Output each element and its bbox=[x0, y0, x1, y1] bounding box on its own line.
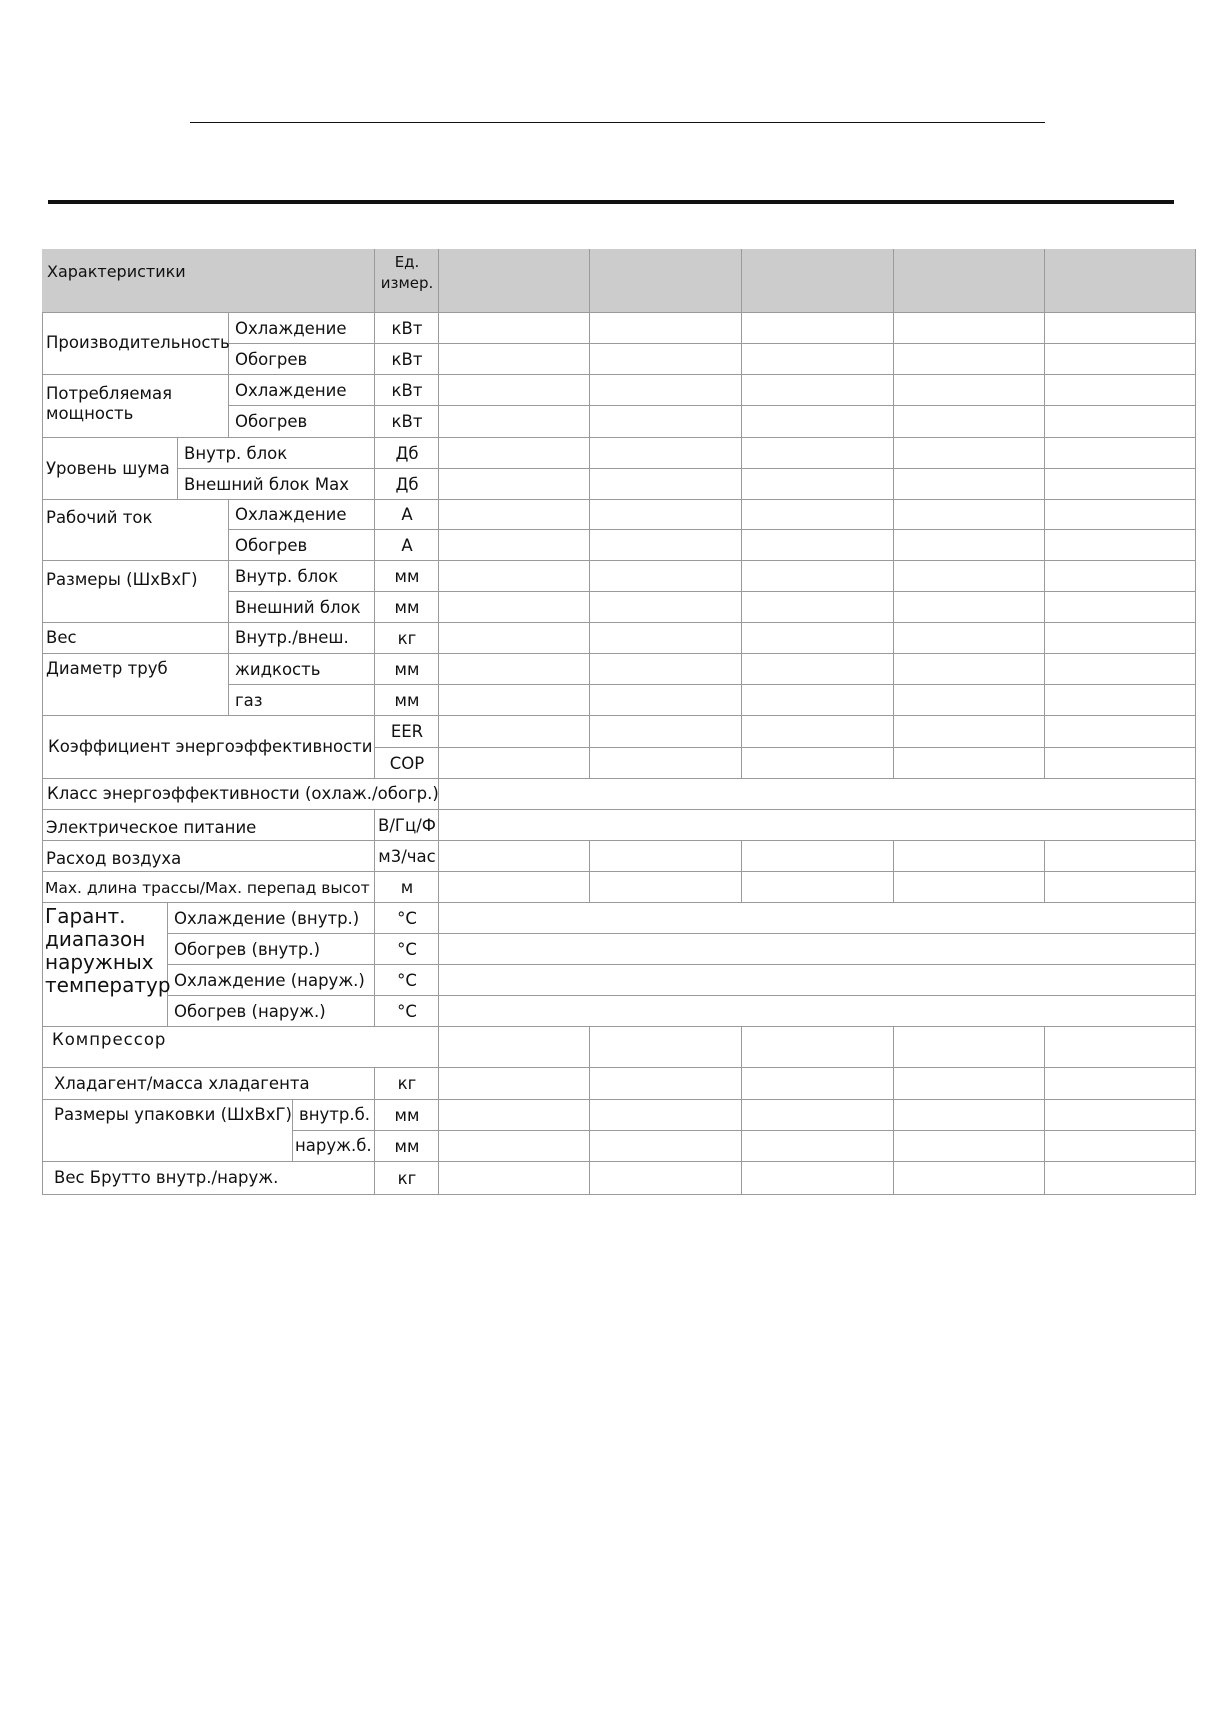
current-b-value-2 bbox=[590, 530, 742, 561]
capacity-b-value-5 bbox=[1045, 344, 1196, 375]
current-b-value-4 bbox=[894, 530, 1045, 561]
airflow-value-1 bbox=[439, 841, 590, 872]
header-model-1 bbox=[439, 249, 590, 313]
noise-a-value-4 bbox=[894, 438, 1045, 469]
compressor-value-1 bbox=[439, 1027, 590, 1068]
power-a-value-2 bbox=[590, 375, 742, 406]
dimensions-a-value-3 bbox=[742, 561, 894, 592]
weight-value-2 bbox=[590, 623, 742, 654]
package-b-value-2 bbox=[590, 1131, 742, 1162]
power-b-value-5 bbox=[1045, 406, 1196, 438]
current-a-value-3 bbox=[742, 500, 894, 530]
current-b-value-3 bbox=[742, 530, 894, 561]
temp-range-cool_out-unit: °С bbox=[397, 970, 417, 990]
refrigerant-value-1 bbox=[439, 1068, 590, 1100]
airflow-value-4 bbox=[894, 841, 1045, 872]
power-a-value-3 bbox=[742, 375, 894, 406]
energy-class-label: Класс энергоэффективности (охлаж./обогр.) bbox=[47, 784, 439, 803]
capacity-unit-b: кВт bbox=[391, 349, 423, 369]
efficiency-a-value-1 bbox=[439, 716, 590, 748]
efficiency-a-value-4 bbox=[894, 716, 1045, 748]
capacity-b-value-2 bbox=[590, 344, 742, 375]
package-a-value-2 bbox=[590, 1100, 742, 1131]
header-unit: Ед. измер. bbox=[380, 253, 434, 292]
capacity-sub-a: Охлаждение bbox=[235, 318, 347, 338]
dimensions-unit-b: мм bbox=[394, 597, 420, 617]
package-a-value-5 bbox=[1045, 1100, 1196, 1131]
efficiency-b-value-2 bbox=[590, 748, 742, 779]
package-b-value-5 bbox=[1045, 1131, 1196, 1162]
capacity-a-value-2 bbox=[590, 313, 742, 344]
capacity-unit-a: кВт bbox=[391, 318, 423, 338]
capacity-b-value-4 bbox=[894, 344, 1045, 375]
dimensions-sub-b: Внешний блок bbox=[235, 597, 361, 617]
dimensions-a-value-5 bbox=[1045, 561, 1196, 592]
header-model-4 bbox=[894, 249, 1045, 313]
current-sub-b: Обогрев bbox=[235, 535, 308, 555]
header-model-5 bbox=[1045, 249, 1196, 313]
pipe-length-label: Max. длина трассы/Max. перепад высот bbox=[45, 879, 370, 897]
temp-range-heat_in-unit: °С bbox=[397, 939, 417, 959]
noise-a-value-1 bbox=[439, 438, 590, 469]
dimensions-b-value-1 bbox=[439, 592, 590, 623]
temp-range-heat_out-unit: °С bbox=[397, 1001, 417, 1021]
dimensions-a-value-4 bbox=[894, 561, 1045, 592]
refrigerant-value-2 bbox=[590, 1068, 742, 1100]
package-a-value-4 bbox=[894, 1100, 1045, 1131]
efficiency-label: Коэффициент энергоэффективности bbox=[48, 737, 373, 756]
temp-range-heat_out-value-merged bbox=[439, 996, 1196, 1027]
current-unit-b: А bbox=[401, 535, 413, 555]
weight-value-3 bbox=[742, 623, 894, 654]
weight-value-5 bbox=[1045, 623, 1196, 654]
pipes-b-value-4 bbox=[894, 685, 1045, 716]
header-model-3 bbox=[742, 249, 894, 313]
current-sub-a: Охлаждение bbox=[235, 505, 347, 524]
power-supply-value-merged bbox=[439, 810, 1196, 841]
current-a-value-1 bbox=[439, 500, 590, 530]
temp-range-label: Гарант. диапазон наружных температур bbox=[45, 904, 171, 997]
noise-sub-a: Внутр. блок bbox=[184, 443, 288, 463]
package-unit-b: мм bbox=[394, 1136, 420, 1156]
compressor-value-5 bbox=[1045, 1027, 1196, 1068]
temp-range-cool_in: Охлаждение (внутр.) bbox=[174, 908, 360, 928]
noise-a-value-2 bbox=[590, 438, 742, 469]
capacity-a-value-3 bbox=[742, 313, 894, 344]
dimensions-a-value-2 bbox=[590, 561, 742, 592]
package-unit-a: мм bbox=[394, 1105, 420, 1125]
noise-b-value-4 bbox=[894, 469, 1045, 500]
dimensions-a-value-1 bbox=[439, 561, 590, 592]
gross-weight-value-2 bbox=[590, 1162, 742, 1195]
pipes-a-value-3 bbox=[742, 654, 894, 685]
gross-weight-value-4 bbox=[894, 1162, 1045, 1195]
airflow-value-3 bbox=[742, 841, 894, 872]
efficiency-a-value-5 bbox=[1045, 716, 1196, 748]
pipes-b-value-1 bbox=[439, 685, 590, 716]
weight-label: Вес bbox=[46, 628, 77, 647]
capacity-a-value-5 bbox=[1045, 313, 1196, 344]
capacity-sub-b: Обогрев bbox=[235, 349, 308, 369]
weight-unit: кг bbox=[397, 628, 417, 648]
pipes-unit-a: мм bbox=[394, 659, 420, 679]
power-b-value-3 bbox=[742, 406, 894, 438]
pipes-unit-b: мм bbox=[394, 690, 420, 710]
power-b-value-2 bbox=[590, 406, 742, 438]
dimensions-sub-a: Внутр. блок bbox=[235, 566, 339, 586]
pipe-length-unit: м bbox=[400, 877, 414, 897]
temp-range-cool_in-value-merged bbox=[439, 903, 1196, 934]
package-a-value-3 bbox=[742, 1100, 894, 1131]
current-b-value-1 bbox=[439, 530, 590, 561]
noise-a-value-3 bbox=[742, 438, 894, 469]
airflow-unit: м3/час bbox=[378, 846, 436, 866]
package-label: Размеры упаковки (ШхВхГ) bbox=[54, 1105, 292, 1124]
package-b-value-1 bbox=[439, 1131, 590, 1162]
package-b-value-4 bbox=[894, 1131, 1045, 1162]
pipe-length-value-2 bbox=[590, 872, 742, 903]
noise-label: Уровень шума bbox=[46, 459, 170, 478]
current-a-value-2 bbox=[590, 500, 742, 530]
weight-sub: Внутр./внеш. bbox=[235, 628, 349, 647]
pipe-length-value-4 bbox=[894, 872, 1045, 903]
power-sub-a: Охлаждение bbox=[235, 380, 347, 400]
power-unit-a: кВт bbox=[391, 380, 423, 400]
power-unit-b: кВт bbox=[391, 412, 423, 431]
noise-unit-b: Дб bbox=[395, 474, 419, 494]
gross-weight-value-5 bbox=[1045, 1162, 1196, 1195]
dimensions-label: Размеры (ШхВхГ) bbox=[46, 570, 198, 589]
pipes-sub-b: газ bbox=[235, 690, 263, 710]
power-sub-b: Обогрев bbox=[235, 412, 308, 431]
current-a-value-4 bbox=[894, 500, 1045, 530]
pipes-b-value-2 bbox=[590, 685, 742, 716]
compressor-label: Компрессор bbox=[52, 1030, 167, 1049]
package-a-value-1 bbox=[439, 1100, 590, 1131]
noise-sub-b: Внешний блок Max bbox=[184, 474, 349, 494]
energy-class-value-merged bbox=[439, 779, 1196, 810]
dimensions-b-value-2 bbox=[590, 592, 742, 623]
airflow-value-5 bbox=[1045, 841, 1196, 872]
capacity-b-value-1 bbox=[439, 344, 590, 375]
pipes-a-value-2 bbox=[590, 654, 742, 685]
power-label: Потребляемая мощность bbox=[46, 384, 173, 423]
compressor-value-4 bbox=[894, 1027, 1045, 1068]
capacity-b-value-3 bbox=[742, 344, 894, 375]
pipes-b-value-3 bbox=[742, 685, 894, 716]
compressor-value-2 bbox=[590, 1027, 742, 1068]
current-a-value-5 bbox=[1045, 500, 1196, 530]
package-b-value-3 bbox=[742, 1131, 894, 1162]
current-unit-a: А bbox=[401, 505, 413, 524]
dimensions-b-value-5 bbox=[1045, 592, 1196, 623]
power-a-value-5 bbox=[1045, 375, 1196, 406]
temp-range-cool_in-unit: °С bbox=[397, 908, 417, 928]
efficiency-b-value-3 bbox=[742, 748, 894, 779]
package-indoor: внутр.б. bbox=[299, 1105, 371, 1124]
power-b-value-4 bbox=[894, 406, 1045, 438]
power-supply-unit: В/Гц/Ф bbox=[378, 815, 436, 835]
refrigerant-label: Хладагент/масса хладагента bbox=[54, 1074, 310, 1093]
refrigerant-unit: кг bbox=[397, 1074, 417, 1093]
capacity-a-value-4 bbox=[894, 313, 1045, 344]
gross-weight-label: Вес Брутто внутр./наруж. bbox=[54, 1168, 279, 1187]
capacity-a-value-1 bbox=[439, 313, 590, 344]
power-a-value-4 bbox=[894, 375, 1045, 406]
efficiency-b-value-4 bbox=[894, 748, 1045, 779]
noise-b-value-3 bbox=[742, 469, 894, 500]
noise-b-value-5 bbox=[1045, 469, 1196, 500]
pipe-length-value-1 bbox=[439, 872, 590, 903]
efficiency-b-value-5 bbox=[1045, 748, 1196, 779]
pipe-length-value-3 bbox=[742, 872, 894, 903]
pipes-b-value-5 bbox=[1045, 685, 1196, 716]
temp-range-heat_in-value-merged bbox=[439, 934, 1196, 965]
noise-unit-a: Дб bbox=[395, 443, 419, 463]
airflow-label: Расход воздуха bbox=[46, 849, 182, 868]
pipe-length-value-5 bbox=[1045, 872, 1196, 903]
power-b-value-1 bbox=[439, 406, 590, 438]
refrigerant-value-5 bbox=[1045, 1068, 1196, 1100]
gross-weight-value-1 bbox=[439, 1162, 590, 1195]
temp-range-cool_out-value-merged bbox=[439, 965, 1196, 996]
header-title: Характеристики bbox=[47, 262, 186, 281]
pipes-a-value-5 bbox=[1045, 654, 1196, 685]
dimensions-b-value-3 bbox=[742, 592, 894, 623]
capacity-label: Производительность bbox=[46, 333, 230, 352]
airflow-value-2 bbox=[590, 841, 742, 872]
current-label: Рабочий ток bbox=[46, 508, 153, 527]
gross-weight-unit: кг bbox=[397, 1168, 417, 1188]
noise-b-value-1 bbox=[439, 469, 590, 500]
weight-value-4 bbox=[894, 623, 1045, 654]
temp-range-cool_out: Охлаждение (наруж.) bbox=[174, 970, 365, 990]
weight-value-1 bbox=[439, 623, 590, 654]
noise-a-value-5 bbox=[1045, 438, 1196, 469]
dimensions-unit-a: мм bbox=[394, 566, 420, 586]
gross-weight-value-3 bbox=[742, 1162, 894, 1195]
package-outdoor: наруж.б. bbox=[295, 1136, 372, 1155]
pipes-a-value-1 bbox=[439, 654, 590, 685]
refrigerant-value-4 bbox=[894, 1068, 1045, 1100]
pipes-sub-a: жидкость bbox=[235, 659, 321, 679]
refrigerant-value-3 bbox=[742, 1068, 894, 1100]
efficiency-a-value-3 bbox=[742, 716, 894, 748]
pipes-a-value-4 bbox=[894, 654, 1045, 685]
efficiency-b-value-1 bbox=[439, 748, 590, 779]
compressor-value-3 bbox=[742, 1027, 894, 1068]
power-a-value-1 bbox=[439, 375, 590, 406]
temp-range-heat_out: Обогрев (наруж.) bbox=[174, 1001, 326, 1021]
power-supply-label: Электрическое питание bbox=[46, 818, 257, 837]
efficiency-eer: EER bbox=[390, 722, 424, 741]
dimensions-b-value-4 bbox=[894, 592, 1045, 623]
noise-b-value-2 bbox=[590, 469, 742, 500]
pipes-label: Диаметр труб bbox=[46, 659, 168, 678]
header-model-2 bbox=[590, 249, 742, 313]
temp-range-heat_in: Обогрев (внутр.) bbox=[174, 939, 321, 959]
efficiency-a-value-2 bbox=[590, 716, 742, 748]
current-b-value-5 bbox=[1045, 530, 1196, 561]
efficiency-cop: COP bbox=[389, 753, 425, 773]
